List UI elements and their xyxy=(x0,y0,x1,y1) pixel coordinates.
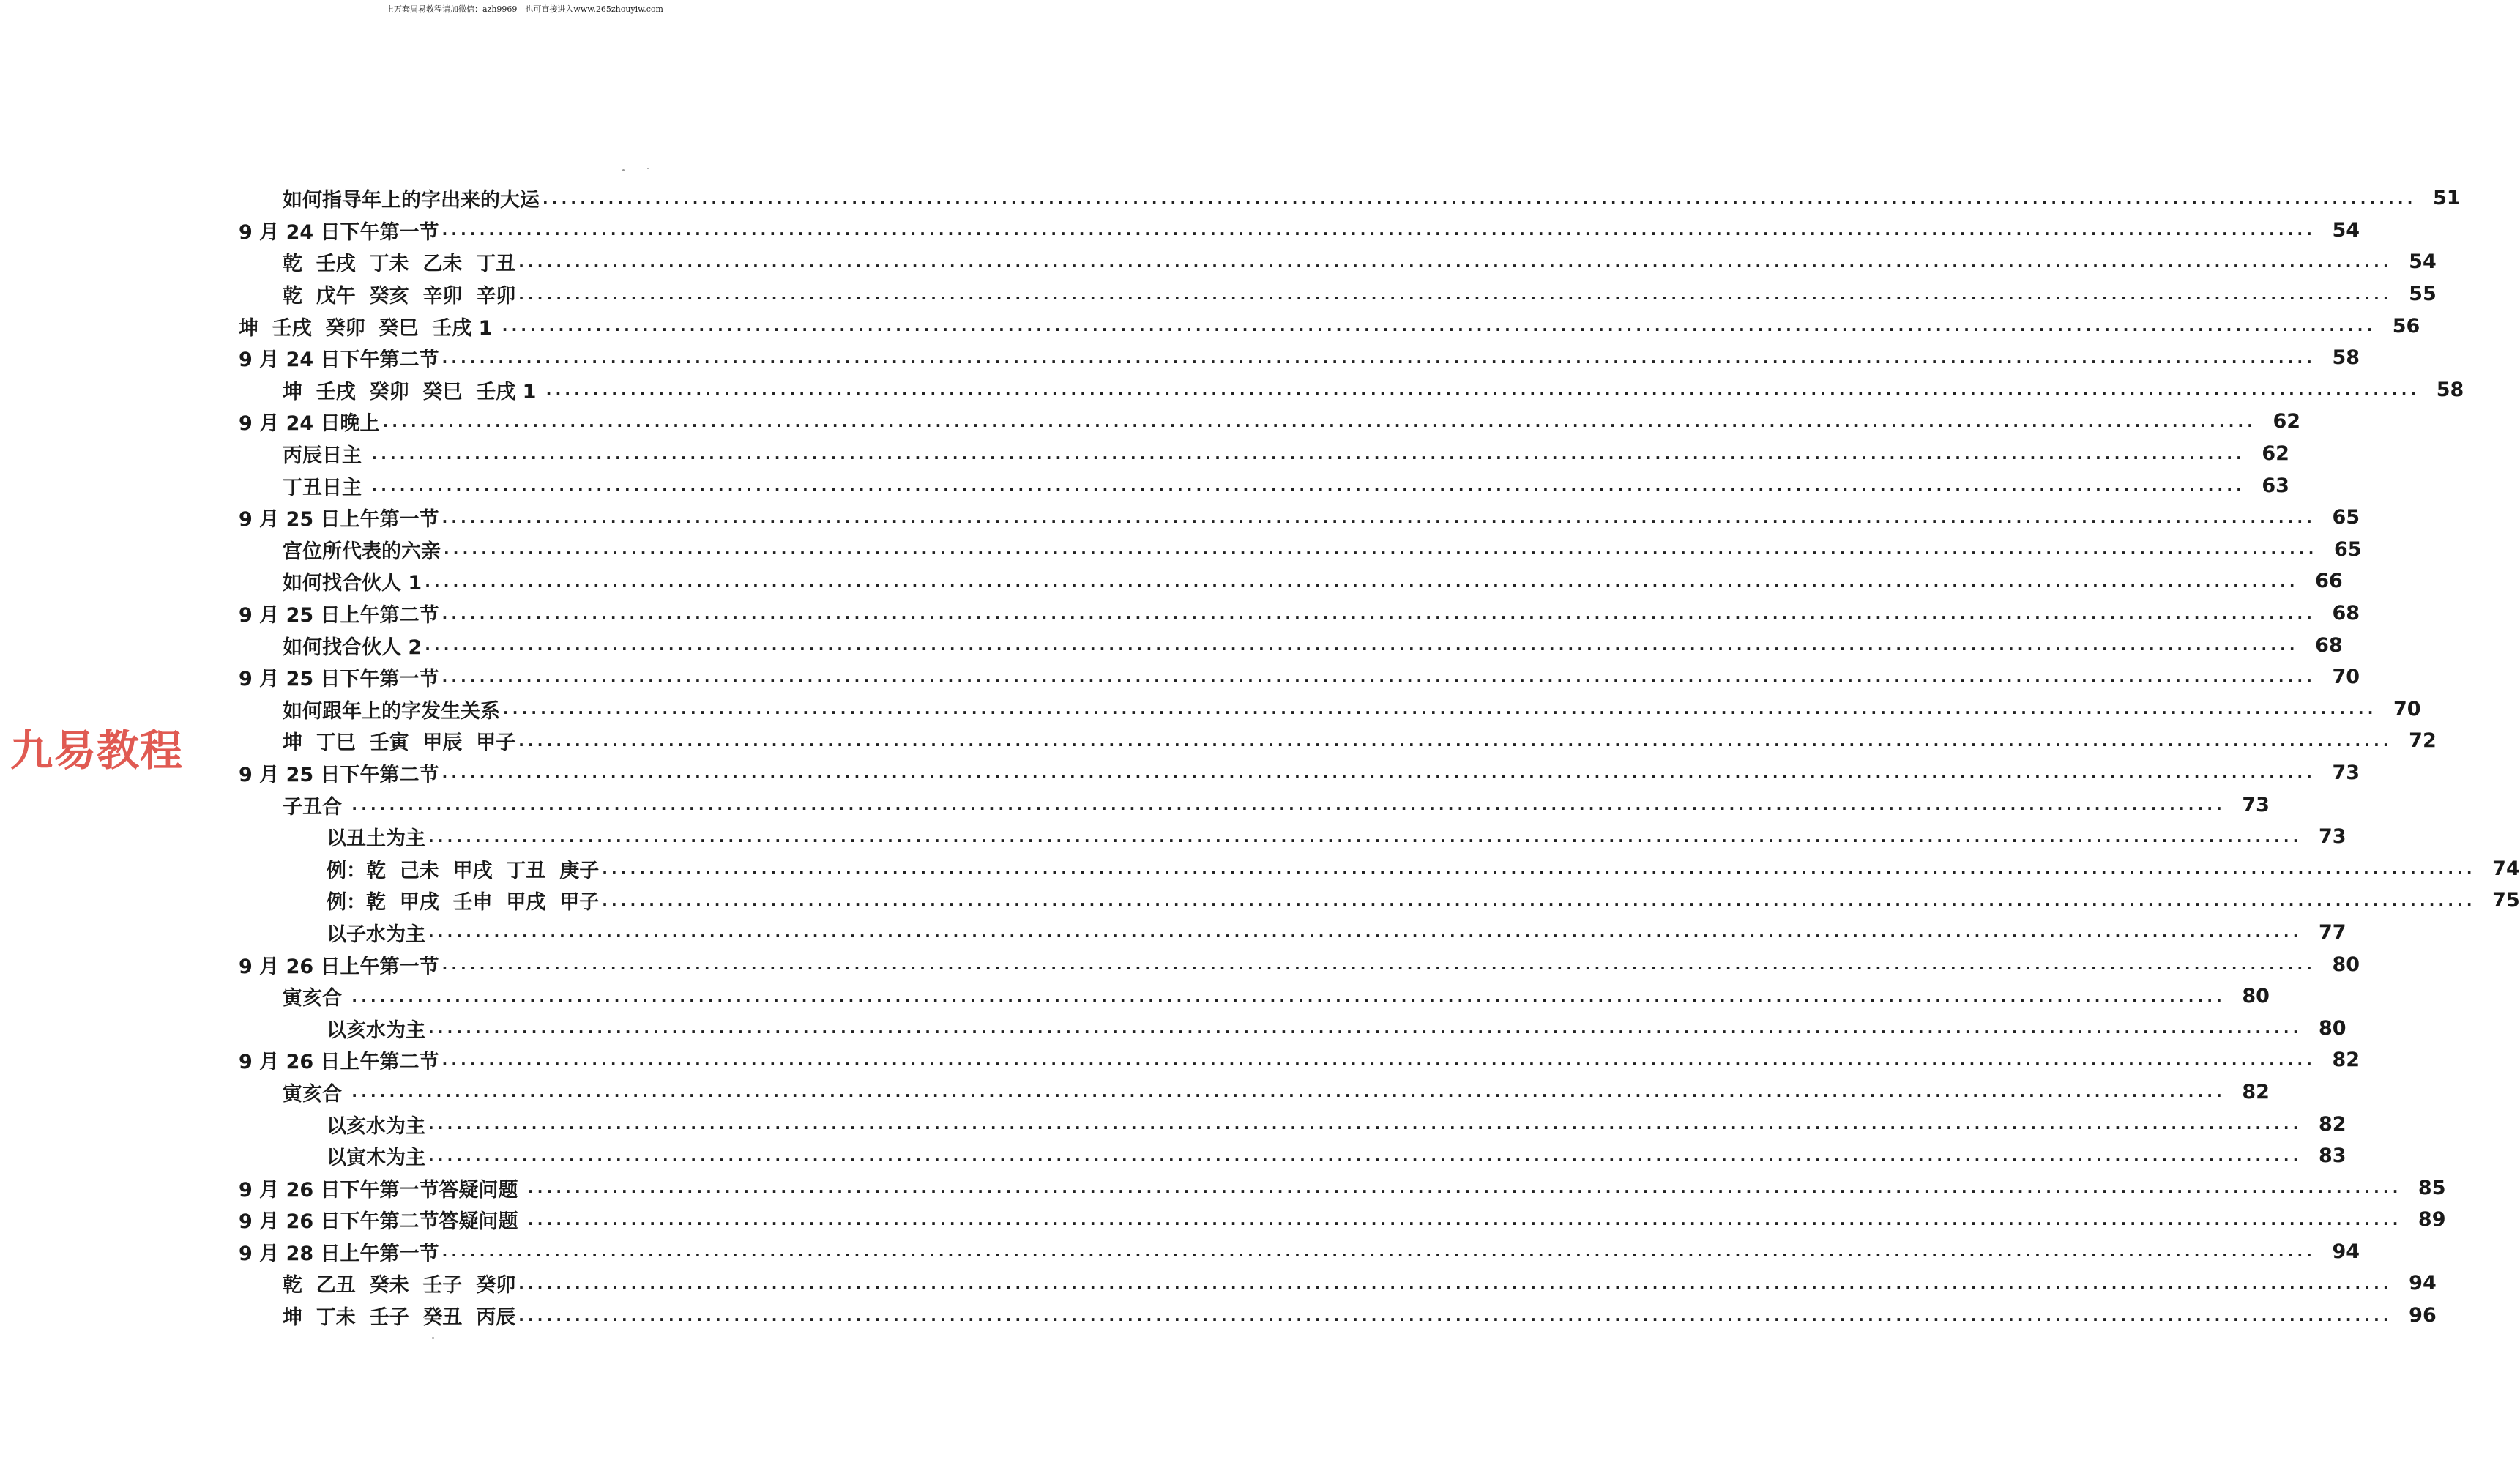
dot-leader: ........................................................................................................................................................................................................ xyxy=(428,923,2303,942)
toc-entry xyxy=(239,821,2346,853)
toc-entry-page: 89 xyxy=(2418,1208,2446,1232)
toc-entry-page: 80 xyxy=(2318,1016,2346,1040)
toc-entry-title: 9 月 25 日下午第一节 xyxy=(239,668,439,691)
dot-leader: ........................................................................................................................................................................................................ xyxy=(518,1306,2393,1325)
dot-leader: ........................................................................................................................................................................................................ xyxy=(527,1179,2402,1197)
dot-leader: ........................................................................................................................................................................................................ xyxy=(543,189,2417,207)
toc-entry-title: 9 月 25 日上午第二节 xyxy=(239,604,439,628)
toc-entry-title: 寅亥合 xyxy=(283,987,349,1010)
dot-leader: ........................................................................................................................................................................................................ xyxy=(425,572,2299,590)
toc-entry-page: 63 xyxy=(2262,474,2289,497)
toc-entry xyxy=(239,757,2360,789)
toc-entry-page: 85 xyxy=(2418,1176,2446,1199)
toc-entry xyxy=(239,278,2437,310)
scan-speck xyxy=(647,168,649,169)
toc-entry-title: 坤 丁未 壬子 癸丑 丙辰 xyxy=(283,1306,516,1330)
toc-entry xyxy=(239,885,2520,917)
dot-leader: ........................................................................................................................................................................................................ xyxy=(371,444,2245,463)
toc-entry xyxy=(239,565,2343,597)
toc-entry-page: 68 xyxy=(2332,602,2360,625)
toc-entry-title: 如何指导年上的字出来的大运 xyxy=(283,189,540,212)
toc-entry-title: 乾 戊午 癸亥 辛卯 辛卯 xyxy=(283,285,516,308)
toc-entry-page: 62 xyxy=(2262,442,2289,466)
toc-entry-title: 9 月 28 日上午第一节 xyxy=(239,1242,439,1265)
toc-entry xyxy=(239,182,2461,215)
dot-leader: ........................................................................................................................................................................................................ xyxy=(441,956,2316,974)
dot-leader: ........................................................................................................................................................................................................ xyxy=(441,1243,2316,1261)
toc-entry-page: 58 xyxy=(2332,346,2360,370)
toc-entry xyxy=(239,1044,2360,1076)
toc-entry-page: 55 xyxy=(2409,283,2437,306)
toc-entry-page: 68 xyxy=(2315,633,2343,657)
toc-entry xyxy=(239,246,2437,278)
toc-entry-title: 以寅木为主 xyxy=(327,1147,425,1170)
toc-entry-page: 66 xyxy=(2315,570,2343,593)
toc-entry-title: 宫位所代表的六亲 xyxy=(283,540,441,563)
dot-leader: ........................................................................................................................................................................................................ xyxy=(441,508,2316,526)
toc-entry xyxy=(239,1140,2346,1172)
toc-entry xyxy=(239,980,2270,1013)
toc-entry-title: 9 月 24 日下午第一节 xyxy=(239,220,439,244)
dot-leader: ........................................................................................................................................................................................................ xyxy=(444,540,2318,559)
toc-entry-page: 82 xyxy=(2242,1080,2270,1103)
toc-entry xyxy=(239,852,2520,885)
toc-entry-title: 9 月 26 日上午第一节 xyxy=(239,955,439,978)
dot-leader: ........................................................................................................................................................................................................ xyxy=(518,1274,2393,1292)
toc-entry-page: 73 xyxy=(2332,761,2360,784)
toc-entry xyxy=(239,1076,2270,1109)
toc-entry-page: 62 xyxy=(2273,410,2301,433)
dot-leader: ........................................................................................................................................................................................................ xyxy=(441,1051,2316,1069)
dot-leader: ........................................................................................................................................................................................................ xyxy=(503,700,2377,718)
toc-entry xyxy=(239,1172,2446,1204)
dot-leader: ........................................................................................................................................................................................................ xyxy=(382,412,2257,431)
toc-entry-page: 75 xyxy=(2492,889,2520,912)
toc-entry-title: 以丑土为主 xyxy=(327,827,425,851)
toc-entry-page: 65 xyxy=(2333,537,2362,561)
toc-entry-page: 54 xyxy=(2332,218,2360,242)
dot-leader: ........................................................................................................................................................................................................ xyxy=(602,891,2476,909)
toc-entry-page: 70 xyxy=(2393,697,2421,720)
toc-entry-title: 以亥水为主 xyxy=(327,1019,425,1042)
toc-entry-page: 77 xyxy=(2318,920,2346,944)
toc-entry-title: 坤 丁巳 壬寅 甲辰 甲子 xyxy=(283,731,516,755)
toc-entry-page: 72 xyxy=(2409,729,2437,753)
toc-entry-page: 82 xyxy=(2332,1049,2360,1072)
toc-entry xyxy=(239,502,2360,534)
toc-entry-title: 坤 壬戌 癸卯 癸巳 壬戌 1 xyxy=(283,380,543,403)
dot-leader: ........................................................................................................................................................................................................ xyxy=(428,827,2303,846)
toc-entry-page: 74 xyxy=(2492,857,2520,880)
toc-entry-title: 9 月 25 日下午第二节 xyxy=(239,763,439,786)
toc-entry-title: 乾 壬戌 丁未 乙未 丁丑 xyxy=(283,253,516,276)
header-note: 上万套周易教程请加微信：azh9969 也可直接进入www.265zhouyiw.com xyxy=(385,4,663,14)
toc-entry-page: 96 xyxy=(2409,1304,2437,1328)
toc-entry-title: 例：乾 甲戌 壬申 甲戌 甲子 xyxy=(327,891,600,915)
toc-entry-page: 70 xyxy=(2332,666,2360,689)
dot-leader: ........................................................................................................................................................................................................ xyxy=(441,604,2316,622)
toc-entry-page: 58 xyxy=(2436,378,2464,401)
dot-leader: ........................................................................................................................................................................................................ xyxy=(545,381,2420,399)
dot-leader: ........................................................................................................................................................................................................ xyxy=(428,1115,2303,1133)
toc-entry xyxy=(239,438,2289,470)
toc-entry xyxy=(239,917,2346,949)
toc-entry xyxy=(239,1300,2437,1332)
dot-leader: ........................................................................................................................................................................................................ xyxy=(602,860,2476,878)
toc-entry-title: 乾 乙丑 癸未 壬子 癸卯 xyxy=(283,1274,516,1297)
toc-entry-title: 例：乾 己未 甲戌 丁丑 庚子 xyxy=(327,859,600,882)
toc-entry-title: 9 月 25 日上午第一节 xyxy=(239,508,439,532)
toc-entry-title: 坤 壬戌 癸卯 癸巳 壬戌 1 xyxy=(239,316,499,340)
dot-leader: ........................................................................................................................................................................................................ xyxy=(428,1019,2303,1038)
toc-entry-title: 以亥水为主 xyxy=(327,1114,425,1138)
toc-entry-page: 94 xyxy=(2409,1272,2437,1295)
dot-leader: ........................................................................................................................................................................................................ xyxy=(425,636,2299,655)
toc-entry xyxy=(239,1108,2346,1140)
toc-entry xyxy=(239,374,2464,406)
toc-entry-page: 82 xyxy=(2318,1112,2346,1136)
scan-speck xyxy=(432,1337,434,1339)
dot-leader: ........................................................................................................................................................................................................ xyxy=(428,1147,2303,1165)
toc-entry-title: 如何跟年上的字发生关系 xyxy=(283,699,500,723)
dot-leader: ........................................................................................................................................................................................................ xyxy=(518,731,2393,750)
toc-entry-page: 80 xyxy=(2242,985,2270,1008)
toc-entry-title: 子丑合 xyxy=(283,795,349,819)
dot-leader: ........................................................................................................................................................................................................ xyxy=(527,1210,2402,1229)
dot-leader: ........................................................................................................................................................................................................ xyxy=(351,796,2226,814)
toc-entry xyxy=(239,1267,2437,1300)
toc-entry-title: 9 月 26 日上午第二节 xyxy=(239,1051,439,1074)
toc-entry xyxy=(239,1236,2360,1268)
toc-entry-title: 以子水为主 xyxy=(327,923,425,946)
toc-entry xyxy=(239,789,2270,821)
toc-entry-title: 9 月 24 日下午第二节 xyxy=(239,349,439,372)
toc-entry xyxy=(239,597,2360,630)
toc-entry-title: 9 月 26 日下午第一节答疑问题 xyxy=(239,1178,525,1202)
toc-entry xyxy=(239,469,2289,502)
dot-leader: ........................................................................................................................................................................................................ xyxy=(441,221,2316,239)
dot-leader: ........................................................................................................................................................................................................ xyxy=(441,668,2316,686)
toc-entry-title: 丙辰日主 xyxy=(283,444,369,468)
toc-entry xyxy=(239,310,2420,342)
toc-entry-title: 如何找合伙人 2 xyxy=(283,636,422,659)
dot-leader: ........................................................................................................................................................................................................ xyxy=(518,253,2393,271)
toc-entry xyxy=(239,693,2421,726)
toc-entry-page: 65 xyxy=(2332,506,2360,529)
toc-entry-page: 54 xyxy=(2409,250,2437,274)
scan-speck xyxy=(622,169,625,171)
toc-entry xyxy=(239,725,2437,757)
dot-leader: ........................................................................................................................................................................................................ xyxy=(441,764,2316,782)
toc-entry-page: 94 xyxy=(2332,1240,2360,1263)
toc-entry-title: 9 月 26 日下午第二节答疑问题 xyxy=(239,1210,525,1234)
toc-entry-page: 73 xyxy=(2242,793,2270,816)
toc-entry-page: 56 xyxy=(2392,314,2420,338)
toc-entry xyxy=(239,948,2360,980)
toc-entry xyxy=(239,661,2360,693)
toc-entry-page: 73 xyxy=(2318,825,2346,849)
toc-entry xyxy=(239,406,2301,438)
toc-entry xyxy=(239,1204,2446,1236)
toc-entry-title: 9 月 24 日晚上 xyxy=(239,412,380,436)
dot-leader: ........................................................................................................................................................................................................ xyxy=(518,285,2393,303)
watermark-logo: 九易教程 xyxy=(10,726,184,775)
toc-entry-title: 丁丑日主 xyxy=(283,476,369,499)
toc-entry-title: 寅亥合 xyxy=(283,1082,349,1106)
dot-leader: ........................................................................................................................................................................................................ xyxy=(351,987,2226,1005)
toc-entry-page: 80 xyxy=(2332,953,2360,976)
toc-entry xyxy=(239,342,2360,374)
toc-entry-page: 83 xyxy=(2318,1144,2346,1168)
dot-leader: ........................................................................................................................................................................................................ xyxy=(351,1083,2226,1101)
dot-leader: ........................................................................................................................................................................................................ xyxy=(502,317,2377,335)
toc-entry xyxy=(239,215,2360,247)
toc-entry xyxy=(239,629,2343,661)
dot-leader: ........................................................................................................................................................................................................ xyxy=(371,477,2245,495)
table-of-contents xyxy=(239,182,2520,1331)
toc-entry-title: 如何找合伙人 1 xyxy=(283,572,422,595)
toc-entry-page: 51 xyxy=(2432,187,2461,210)
dot-leader: ........................................................................................................................................................................................................ xyxy=(441,349,2316,367)
toc-entry xyxy=(239,1012,2346,1044)
toc-entry xyxy=(239,534,2362,566)
